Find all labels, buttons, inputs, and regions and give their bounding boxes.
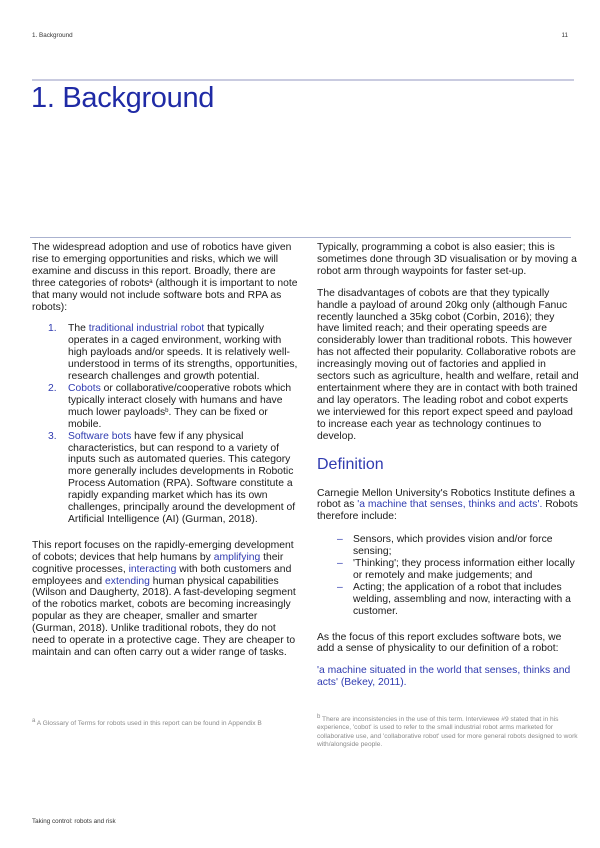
focus-note: As the focus of this report excludes software bots, we add a sense of physicality to our definition of a robot: xyxy=(317,631,562,655)
robot-includes-list xyxy=(317,534,579,617)
intro-text-cont: (although it is important to note that many would not include software bots and RPA as robots): xyxy=(32,277,298,313)
intro-text: The widespread adoption and use of robotics have given rise to emerging opportunities and risks, which we will examine and discuss in this report. Broadly, there are three categories of robots xyxy=(32,242,292,289)
title-divider xyxy=(32,79,574,81)
list-text: have few if any physical characteristics, but can respond to a variety of inputs such as automated queries. This category more generally includes developments in Robotic Process Automation (RPA). Software constitute a rapidly expanding market which has its own challenges, principally around the development of Artificial Intelligence (AI) (Gurman, 2018). xyxy=(68,430,296,525)
list-item xyxy=(32,323,300,383)
definition-intro xyxy=(317,488,579,524)
term-link-traditional-industrial-robot[interactable]: traditional industrial robot xyxy=(88,323,205,335)
paragraph-text: with both customers and employees and xyxy=(32,563,292,587)
paragraph-text: Robots therefore include: xyxy=(317,499,578,523)
right-column xyxy=(317,242,579,689)
running-footer: Taking control: robots and risk xyxy=(32,818,116,825)
list-item xyxy=(317,558,579,582)
list-text: Acting; the application of a robot that includes welding, assembling and now, interacting with a customer. xyxy=(353,581,571,617)
footnote-mark-a: a xyxy=(32,718,36,724)
intro-paragraph xyxy=(32,242,300,313)
content-divider xyxy=(30,237,571,238)
term-link-software-bots[interactable]: Software bots xyxy=(68,430,132,442)
dash-bullet-icon: – xyxy=(337,558,343,570)
focus-paragraph xyxy=(32,540,300,659)
running-header-section: 1. Background xyxy=(32,32,73,39)
term-link-cobots[interactable]: Cobots xyxy=(68,382,101,394)
footnote-mark-b: b xyxy=(317,714,321,720)
disadvantages-paragraph: The disadvantages of cobots are that they typically handle a payload of around 20kg only (although Fanuc recently launched a 35kg cobot (Corbin, 2016); they have limited reach; and their operating speeds are considerably lower than traditional robots. This however has not affected their popularity. Collaborative robots are increasingly moving out of factories and applied in sectors such as agriculture, health and welfare, retail and entertainment where they are in contact with both trained and lay operators. The leading robot and cobot experts we interviewed for this report expect speed and payload to increase each year as technology continues to develop. xyxy=(317,287,579,442)
term-link-interacting[interactable]: interacting xyxy=(128,563,177,575)
paragraph-text: their cognitive processes, xyxy=(32,551,284,575)
term-link-extending[interactable]: extending xyxy=(105,575,150,587)
list-text: Sensors, which provides vision and/or force sensing; xyxy=(353,534,553,558)
dash-bullet-icon: – xyxy=(337,534,343,546)
page-number: 11 xyxy=(561,32,568,39)
dash-bullet-icon: – xyxy=(337,581,343,593)
list-item xyxy=(32,431,300,526)
list-number: 1. xyxy=(48,323,57,335)
list-text: or collaborative/cooperative robots which typically interact closely with humans and have much lower payloads xyxy=(68,382,292,418)
programming-paragraph: Typically, programming a cobot is also easier; this is sometimes done through 3D visualisation or by moving a robot arm through waypoints for faster set-up. xyxy=(317,242,577,277)
list-text: The xyxy=(68,323,89,335)
left-column xyxy=(32,242,300,659)
definition-quote: 'a machine that senses, thinks and acts'. xyxy=(357,499,543,511)
page-title: 1. Background xyxy=(31,82,215,114)
term-link-amplifying[interactable]: amplifying xyxy=(213,551,261,563)
footnote-ref-a[interactable]: a xyxy=(149,278,153,285)
footnote-a xyxy=(32,720,282,728)
list-number: 3. xyxy=(48,430,57,442)
final-definition-quote: 'a machine situated in the world that senses, thinks and acts' (Bekey, 2011). xyxy=(317,665,571,689)
paragraph-text: Carnegie Mellon University's Robotics Institute defines a robot as xyxy=(317,487,575,511)
list-text: 'Thinking'; they process information either locally or remotely and make judgements; and xyxy=(353,558,575,581)
footnote-text: There are inconsistencies in the use of this term. Interviewee #9 stated that in his experience, 'cobot' is used to refer to the small industrial robot arms marketed for collaborative use, and 'collaborative robot' used for more general robots designed to work with/alongside people. xyxy=(317,716,578,749)
paragraph-text: human physical capabilities (Wilson and Daugherty, 2018). A fast-developing segment of the robotics market, cobots are becoming increasingly popular as they are cheaper, smaller and smarter (Gurman, 2018). Unlike traditional robots, they do not need to operate in a protective cage. They are cheaper to maintain and can often carry out a wider range of tasks. xyxy=(32,575,296,658)
list-item xyxy=(317,534,579,558)
list-number: 2. xyxy=(48,382,57,394)
list-item xyxy=(317,582,579,618)
footnote-b xyxy=(317,716,579,750)
footnote-text: A Glossary of Terms for robots used in this report can be found in Appendix B xyxy=(35,720,262,727)
list-text: that typically operates in a caged environment, working with high payloads and/or speeds. It is relatively well-understood in terms of its strengths, opportunities, research challenges and growth potential. xyxy=(68,323,298,383)
paragraph-text: This report focuses on the rapidly-emerging development of cobots; devices that help humans by xyxy=(32,539,294,563)
robot-categories-list xyxy=(32,323,300,525)
list-item xyxy=(32,383,300,431)
definition-heading: Definition xyxy=(317,455,384,473)
list-text: . They can be fixed or mobile. xyxy=(68,406,268,430)
footnote-ref-b[interactable]: b xyxy=(165,407,169,414)
